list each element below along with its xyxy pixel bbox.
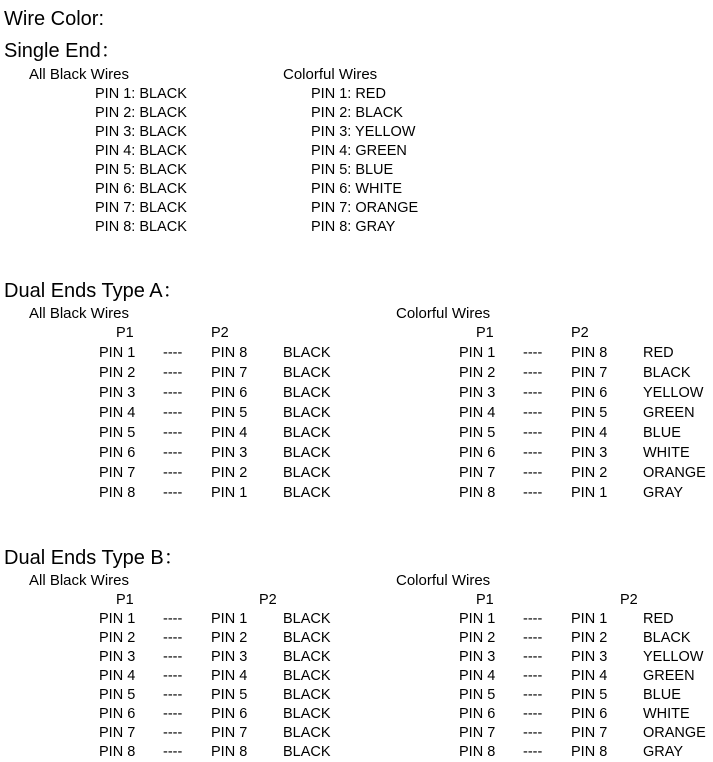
dual-b-black-connector: ---- <box>163 744 183 760</box>
dual-b-colorful-wire-color: BLUE <box>643 687 681 703</box>
dual-a-black-wire-color: BLACK <box>283 345 331 361</box>
dual-b-colorful-connector: ---- <box>523 649 543 665</box>
dual-a-black-connector: ---- <box>163 485 183 501</box>
dual-b-black-connector: ---- <box>163 611 183 627</box>
dual-b-colorful-p1-pin: PIN 7 <box>459 725 496 741</box>
dual-a-colorful-wire-color: BLUE <box>643 425 681 441</box>
dual-a-black-wire-color: BLACK <box>283 485 331 501</box>
dual-b-black-label: All Black Wires <box>29 572 130 589</box>
single-black-pin-row: PIN 1: BLACK <box>95 86 187 102</box>
dual-b-black-connector: ---- <box>163 649 183 665</box>
dual-a-colorful-wire-color: BLACK <box>643 365 691 381</box>
dual-a-colorful-p1-pin: PIN 7 <box>459 465 496 481</box>
dual-b-black-p2-pin: PIN 5 <box>211 687 248 703</box>
dual-a-black-p1-pin: PIN 4 <box>99 405 136 421</box>
dual-a-black-wire-color: BLACK <box>283 405 331 421</box>
dual-a-colorful-wire-color: WHITE <box>643 445 690 461</box>
single-black-pin-row: PIN 3: BLACK <box>95 124 187 140</box>
dual-b-black-wire-color: BLACK <box>283 649 331 665</box>
dual-b-colorful-wire-color: YELLOW <box>643 649 704 665</box>
dual-a-black-p2-pin: PIN 2 <box>211 465 248 481</box>
single-black-pin-row: PIN 5: BLACK <box>95 162 187 178</box>
dual-a-black-p1-pin: PIN 5 <box>99 425 136 441</box>
dual-a-colorful-p1-pin: PIN 1 <box>459 345 496 361</box>
dual-b-colorful-wire-color: BLACK <box>643 630 691 646</box>
dual-a-black-wire-color: BLACK <box>283 425 331 441</box>
dual-b-colorful-wire-color: GREEN <box>643 668 695 684</box>
dual-a-black-connector: ---- <box>163 465 183 481</box>
dual-b-colorful-p1-pin: PIN 5 <box>459 687 496 703</box>
dual-a-colorful-connector: ---- <box>523 365 543 381</box>
dual-b-black-connector: ---- <box>163 687 183 703</box>
single-colorful-pin-row: PIN 3: YELLOW <box>311 124 416 140</box>
dual-b-colorful-connector: ---- <box>523 668 543 684</box>
dual-a-black-wire-color: BLACK <box>283 465 331 481</box>
dual-b-black-wire-color: BLACK <box>283 725 331 741</box>
dual-b-colorful-p2-header: P2 <box>620 592 638 608</box>
dual-a-black-connector: ---- <box>163 345 183 361</box>
dual-a-colorful-p2-pin: PIN 5 <box>571 405 608 421</box>
dual-b-colorful-p2-pin: PIN 6 <box>571 706 608 722</box>
dual-b-black-connector: ---- <box>163 630 183 646</box>
dual-a-black-p2-pin: PIN 6 <box>211 385 248 401</box>
dual-a-black-p2-pin: PIN 3 <box>211 445 248 461</box>
dual-b-black-wire-color: BLACK <box>283 687 331 703</box>
dual-a-heading: Dual Ends Type A： <box>4 280 183 302</box>
dual-b-colorful-connector: ---- <box>523 630 543 646</box>
dual-b-black-p1-pin: PIN 7 <box>99 725 136 741</box>
single-colorful-pin-row: PIN 8: GRAY <box>311 219 396 235</box>
single-end-colorful-label: Colorful Wires <box>283 66 378 83</box>
dual-a-black-p1-pin: PIN 6 <box>99 445 136 461</box>
dual-a-colorful-wire-color: YELLOW <box>643 385 704 401</box>
dual-a-black-connector: ---- <box>163 405 183 421</box>
dual-b-colorful-p1-pin: PIN 4 <box>459 668 496 684</box>
dual-b-black-p1-pin: PIN 5 <box>99 687 136 703</box>
dual-a-black-p1-pin: PIN 1 <box>99 345 136 361</box>
dual-b-black-p2-pin: PIN 6 <box>211 706 248 722</box>
dual-a-black-p1-pin: PIN 2 <box>99 365 136 381</box>
dual-b-colorful-p1-header: P1 <box>476 592 494 608</box>
dual-b-colorful-wire-color: WHITE <box>643 706 690 722</box>
dual-a-colorful-wire-color: GREEN <box>643 405 695 421</box>
dual-a-colorful-p2-pin: PIN 6 <box>571 385 608 401</box>
dual-a-colorful-p1-pin: PIN 8 <box>459 485 496 501</box>
dual-b-black-p2-header: P2 <box>259 592 277 608</box>
page-title: Wire Color: <box>4 8 105 30</box>
dual-b-colorful-connector: ---- <box>523 706 543 722</box>
dual-b-black-wire-color: BLACK <box>283 630 331 646</box>
dual-a-colorful-p2-pin: PIN 4 <box>571 425 608 441</box>
dual-b-black-p2-pin: PIN 7 <box>211 725 248 741</box>
dual-a-colorful-p1-pin: PIN 3 <box>459 385 496 401</box>
dual-b-black-p2-pin: PIN 4 <box>211 668 248 684</box>
dual-b-colorful-wire-color: GRAY <box>643 744 684 760</box>
dual-a-colorful-p2-header: P2 <box>571 325 589 341</box>
single-black-pin-row: PIN 7: BLACK <box>95 200 187 216</box>
dual-a-black-p2-pin: PIN 8 <box>211 345 248 361</box>
dual-b-colorful-p1-pin: PIN 2 <box>459 630 496 646</box>
dual-a-black-label: All Black Wires <box>29 305 130 322</box>
dual-a-colorful-p2-pin: PIN 1 <box>571 485 608 501</box>
dual-b-black-p2-pin: PIN 1 <box>211 611 248 627</box>
dual-a-colorful-connector: ---- <box>523 405 543 421</box>
dual-b-colorful-p2-pin: PIN 5 <box>571 687 608 703</box>
dual-b-black-p1-pin: PIN 4 <box>99 668 136 684</box>
dual-a-colorful-p1-pin: PIN 6 <box>459 445 496 461</box>
dual-b-black-connector: ---- <box>163 668 183 684</box>
dual-b-black-p2-pin: PIN 2 <box>211 630 248 646</box>
dual-b-black-connector: ---- <box>163 706 183 722</box>
dual-b-heading: Dual Ends Type B： <box>4 547 184 569</box>
dual-a-colorful-p1-pin: PIN 2 <box>459 365 496 381</box>
single-black-pin-row: PIN 6: BLACK <box>95 181 187 197</box>
dual-b-black-wire-color: BLACK <box>283 744 331 760</box>
dual-b-colorful-wire-color: RED <box>643 611 674 627</box>
dual-b-colorful-p1-pin: PIN 8 <box>459 744 496 760</box>
dual-a-black-p2-header: P2 <box>211 325 229 341</box>
dual-b-colorful-p1-pin: PIN 3 <box>459 649 496 665</box>
dual-b-colorful-connector: ---- <box>523 725 543 741</box>
dual-a-black-p2-pin: PIN 1 <box>211 485 248 501</box>
dual-a-colorful-connector: ---- <box>523 425 543 441</box>
dual-a-colorful-wire-color: GRAY <box>643 485 684 501</box>
dual-b-colorful-wire-color: ORANGE <box>643 725 706 741</box>
dual-a-black-connector: ---- <box>163 445 183 461</box>
dual-a-black-connector: ---- <box>163 385 183 401</box>
dual-a-colorful-connector: ---- <box>523 345 543 361</box>
single-end-heading: Single End： <box>4 40 121 62</box>
single-black-pin-row: PIN 4: BLACK <box>95 143 187 159</box>
dual-a-colorful-connector: ---- <box>523 385 543 401</box>
dual-a-colorful-connector: ---- <box>523 485 543 501</box>
dual-a-colorful-p2-pin: PIN 7 <box>571 365 608 381</box>
dual-a-black-wire-color: BLACK <box>283 385 331 401</box>
dual-a-colorful-p1-pin: PIN 4 <box>459 405 496 421</box>
single-end-black-label: All Black Wires <box>29 66 130 83</box>
dual-b-black-connector: ---- <box>163 725 183 741</box>
dual-b-black-p1-pin: PIN 3 <box>99 649 136 665</box>
dual-b-colorful-p1-pin: PIN 6 <box>459 706 496 722</box>
dual-b-colorful-p2-pin: PIN 3 <box>571 649 608 665</box>
dual-b-black-p2-pin: PIN 8 <box>211 744 248 760</box>
dual-a-colorful-connector: ---- <box>523 465 543 481</box>
single-colorful-pin-row: PIN 7: ORANGE <box>311 200 419 216</box>
single-black-pin-row: PIN 8: BLACK <box>95 219 187 235</box>
dual-a-black-p2-pin: PIN 7 <box>211 365 248 381</box>
dual-a-black-wire-color: BLACK <box>283 445 331 461</box>
dual-b-black-wire-color: BLACK <box>283 668 331 684</box>
single-colorful-pin-row: PIN 4: GREEN <box>311 143 407 159</box>
dual-b-colorful-p1-pin: PIN 1 <box>459 611 496 627</box>
single-black-pin-row: PIN 2: BLACK <box>95 105 187 121</box>
dual-b-black-p2-pin: PIN 3 <box>211 649 248 665</box>
dual-a-colorful-p2-pin: PIN 8 <box>571 345 608 361</box>
dual-a-black-p1-pin: PIN 7 <box>99 465 136 481</box>
dual-a-black-connector: ---- <box>163 365 183 381</box>
dual-b-black-p1-pin: PIN 6 <box>99 706 136 722</box>
dual-b-black-p1-header: P1 <box>116 592 134 608</box>
dual-b-black-wire-color: BLACK <box>283 706 331 722</box>
dual-a-colorful-label: Colorful Wires <box>396 305 491 322</box>
single-colorful-pin-row: PIN 5: BLUE <box>311 162 394 178</box>
dual-a-black-p2-pin: PIN 5 <box>211 405 248 421</box>
dual-a-black-wire-color: BLACK <box>283 365 331 381</box>
dual-b-colorful-label: Colorful Wires <box>396 572 491 589</box>
dual-a-colorful-p1-header: P1 <box>476 325 494 341</box>
dual-a-colorful-p2-pin: PIN 2 <box>571 465 608 481</box>
dual-b-colorful-connector: ---- <box>523 611 543 627</box>
dual-b-colorful-p2-pin: PIN 8 <box>571 744 608 760</box>
dual-a-colorful-connector: ---- <box>523 445 543 461</box>
dual-a-colorful-wire-color: RED <box>643 345 674 361</box>
dual-b-black-p1-pin: PIN 8 <box>99 744 136 760</box>
dual-a-black-p1-header: P1 <box>116 325 134 341</box>
dual-b-colorful-p2-pin: PIN 7 <box>571 725 608 741</box>
single-colorful-pin-row: PIN 1: RED <box>311 86 386 102</box>
dual-b-colorful-p2-pin: PIN 4 <box>571 668 608 684</box>
dual-b-black-p1-pin: PIN 1 <box>99 611 136 627</box>
dual-b-colorful-connector: ---- <box>523 687 543 703</box>
dual-b-black-p1-pin: PIN 2 <box>99 630 136 646</box>
dual-a-black-p1-pin: PIN 3 <box>99 385 136 401</box>
dual-b-black-wire-color: BLACK <box>283 611 331 627</box>
dual-b-colorful-p2-pin: PIN 2 <box>571 630 608 646</box>
single-colorful-pin-row: PIN 2: BLACK <box>311 105 403 121</box>
dual-a-colorful-p1-pin: PIN 5 <box>459 425 496 441</box>
dual-a-black-p2-pin: PIN 4 <box>211 425 248 441</box>
single-colorful-pin-row: PIN 6: WHITE <box>311 181 403 197</box>
dual-a-colorful-p2-pin: PIN 3 <box>571 445 608 461</box>
dual-b-colorful-p2-pin: PIN 1 <box>571 611 608 627</box>
dual-a-colorful-wire-color: ORANGE <box>643 465 706 481</box>
dual-a-black-connector: ---- <box>163 425 183 441</box>
dual-b-colorful-connector: ---- <box>523 744 543 760</box>
dual-a-black-p1-pin: PIN 8 <box>99 485 136 501</box>
